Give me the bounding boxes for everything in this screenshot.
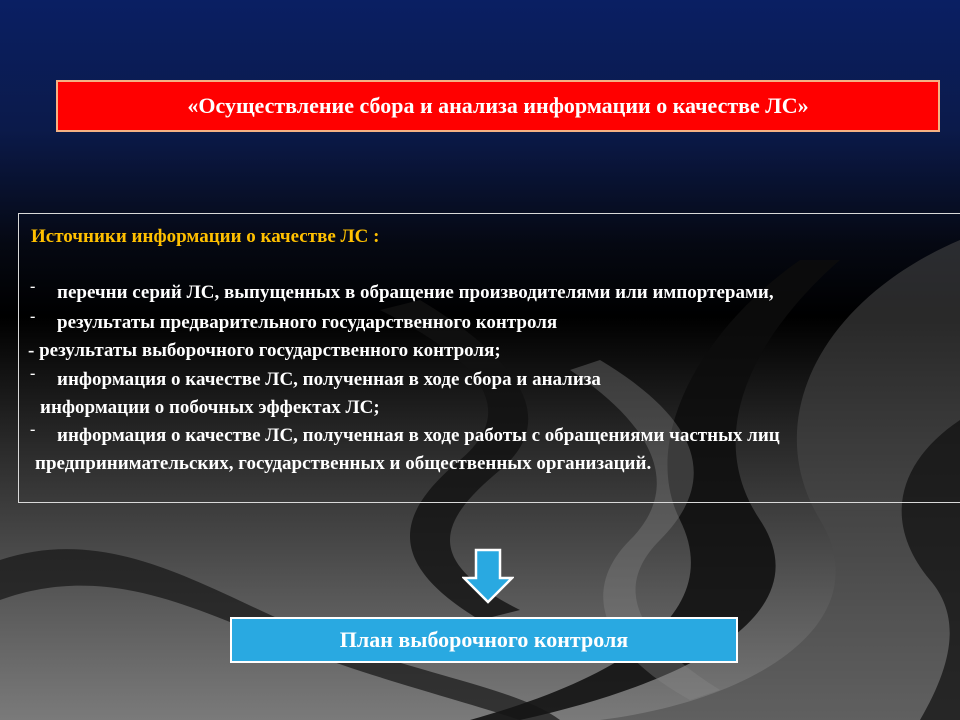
list-item-continuation: предпринимательских, государственных и общественных организаций. [35, 453, 652, 474]
list-item: перечни серий ЛС, выпущенных в обращение производителями или импортерами, [57, 282, 774, 303]
list-bullet-dash: - [30, 421, 36, 438]
slide-title: «Осуществление сбора и анализа информации о качестве ЛС» [187, 93, 809, 118]
list-item: результаты предварительного государственного контроля [57, 312, 558, 333]
plan-box [230, 617, 738, 663]
list-bullet-dash: - [30, 278, 36, 295]
list-item: - результаты выборочного государственного контроля; [28, 340, 501, 361]
list-item-continuation: информации о побочных эффектах ЛС; [40, 397, 380, 418]
sources-box [18, 213, 960, 503]
arrow-down-icon [462, 548, 514, 604]
list-item: информация о качестве ЛС, полученная в ходе работы с обращениями частных лиц [57, 425, 780, 446]
sources-heading: Источники информации о качестве ЛС : [31, 226, 380, 247]
plan-label: План выборочного контроля [339, 627, 629, 652]
list-bullet-dash: - [30, 365, 36, 382]
list-bullet-dash: - [30, 308, 36, 325]
list-item: информация о качестве ЛС, полученная в ходе сбора и анализа [57, 369, 601, 390]
title-box [56, 80, 940, 132]
